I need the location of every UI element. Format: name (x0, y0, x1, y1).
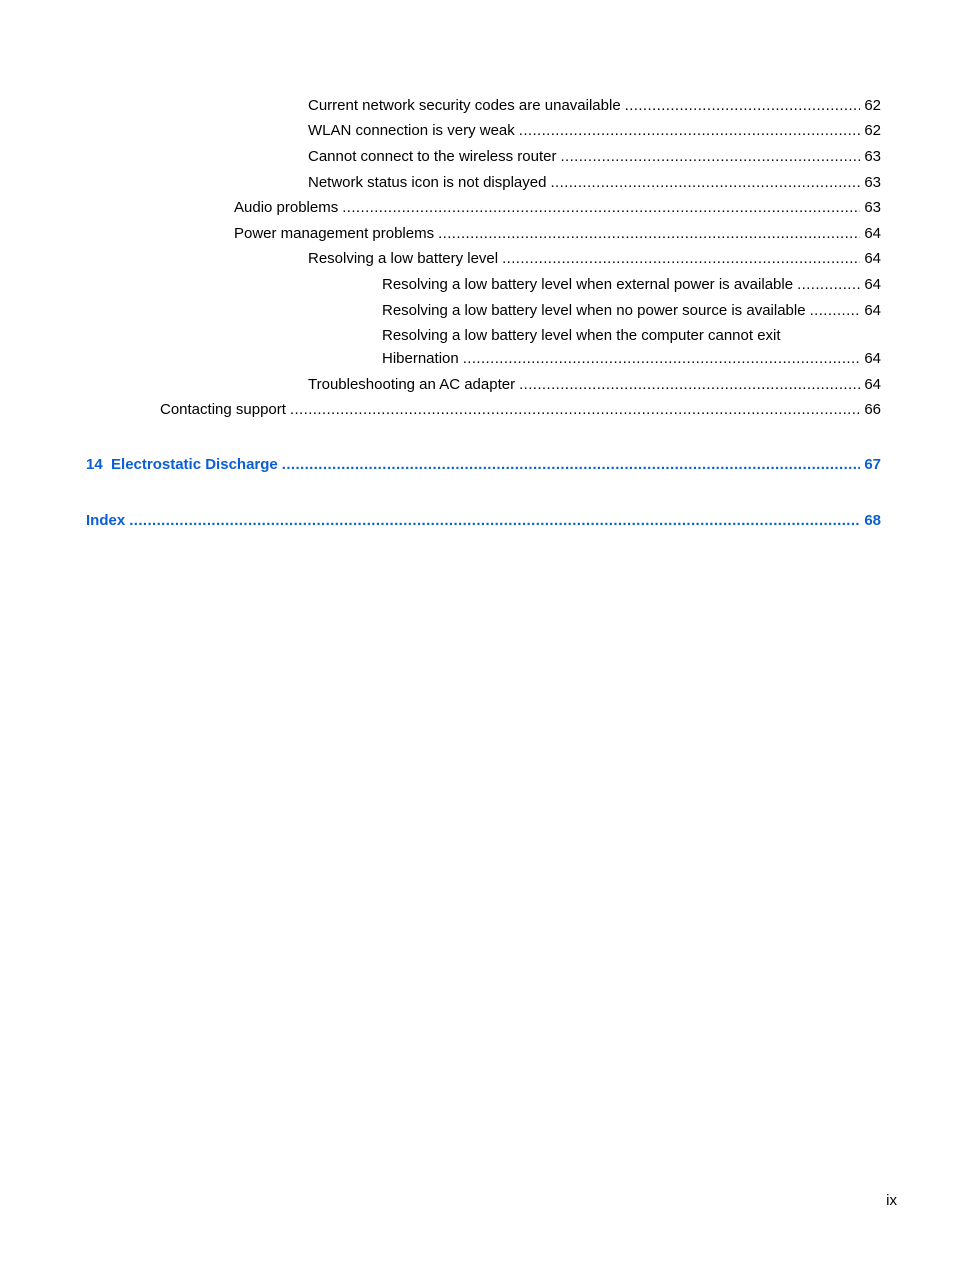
toc-entry-title: Contacting support (160, 401, 290, 419)
toc-entry-page: 63 (864, 148, 881, 165)
toc-entry-page: 62 (864, 122, 881, 139)
dot-leader (625, 97, 861, 115)
toc-entry-title: Power management problems (234, 225, 438, 243)
toc-entry-wireless-router[interactable] (308, 148, 881, 166)
toc-entry-title: WLAN connection is very weak (308, 122, 519, 140)
toc-chapter-electrostatic-discharge[interactable] (86, 456, 881, 474)
toc-entry-page: 64 (864, 376, 881, 393)
toc-entry-title: Network status icon is not displayed (308, 174, 550, 192)
dot-leader (810, 302, 861, 320)
toc-entry-low-battery[interactable] (308, 250, 881, 268)
dot-leader (342, 199, 860, 217)
dot-leader (519, 122, 861, 140)
toc-entry-page: 63 (864, 174, 881, 191)
toc-entry-page: 66 (864, 401, 881, 418)
toc-entry-title: Current network security codes are unavailable (308, 97, 625, 115)
toc-entry-title: Resolving a low battery level when external power is available (382, 276, 797, 294)
toc-entry-page: 64 (864, 250, 881, 267)
toc-chapter-index[interactable] (86, 512, 881, 530)
toc-entry-low-battery-external-power[interactable] (382, 276, 881, 294)
toc-entry-title: Resolving a low battery level when no power source is available (382, 302, 810, 320)
dot-leader (502, 250, 860, 268)
toc-entry-title: Hibernation (382, 350, 463, 368)
toc-entry-page: 64 (864, 225, 881, 242)
toc-entry-title: Audio problems (234, 199, 342, 217)
toc-entry-contacting-support[interactable] (160, 401, 881, 419)
toc-entry-page: 64 (864, 276, 881, 293)
toc-chapter-title: Index (86, 512, 129, 530)
dot-leader (550, 174, 860, 192)
dot-leader (290, 401, 860, 419)
toc-chapter-page: 67 (864, 456, 881, 473)
dot-leader (129, 512, 860, 530)
dot-leader (438, 225, 860, 243)
toc-entry-security-codes[interactable] (308, 97, 881, 115)
toc-chapter-title: 14 Electrostatic Discharge (86, 456, 282, 474)
toc-entry-audio-problems[interactable] (234, 199, 881, 217)
toc-entry-ac-adapter[interactable] (308, 376, 881, 394)
toc-entry-title: Cannot connect to the wireless router (308, 148, 560, 166)
toc-entry-page: 64 (864, 302, 881, 319)
toc-entry-low-battery-no-power[interactable] (382, 302, 881, 320)
dot-leader (463, 350, 861, 368)
toc-entry-title: Troubleshooting an AC adapter (308, 376, 519, 394)
toc-entry-page: 64 (864, 350, 881, 367)
toc-entry-hibernation[interactable] (382, 350, 881, 368)
toc-entry-page: 62 (864, 97, 881, 114)
toc-entry-hibernation-line1[interactable]: Resolving a low battery level when the computer cannot exit (382, 327, 781, 344)
dot-leader (519, 376, 860, 394)
toc-entry-power-management[interactable] (234, 225, 881, 243)
toc-entry-network-icon[interactable] (308, 174, 881, 192)
dot-leader (560, 148, 860, 166)
toc-entry-wlan-weak[interactable] (308, 122, 881, 140)
dot-leader (282, 456, 861, 474)
page-number: ix (886, 1192, 897, 1209)
toc-entry-title: Resolving a low battery level (308, 250, 502, 268)
toc-chapter-page: 68 (864, 512, 881, 529)
toc-entry-page: 63 (864, 199, 881, 216)
dot-leader (797, 276, 860, 294)
